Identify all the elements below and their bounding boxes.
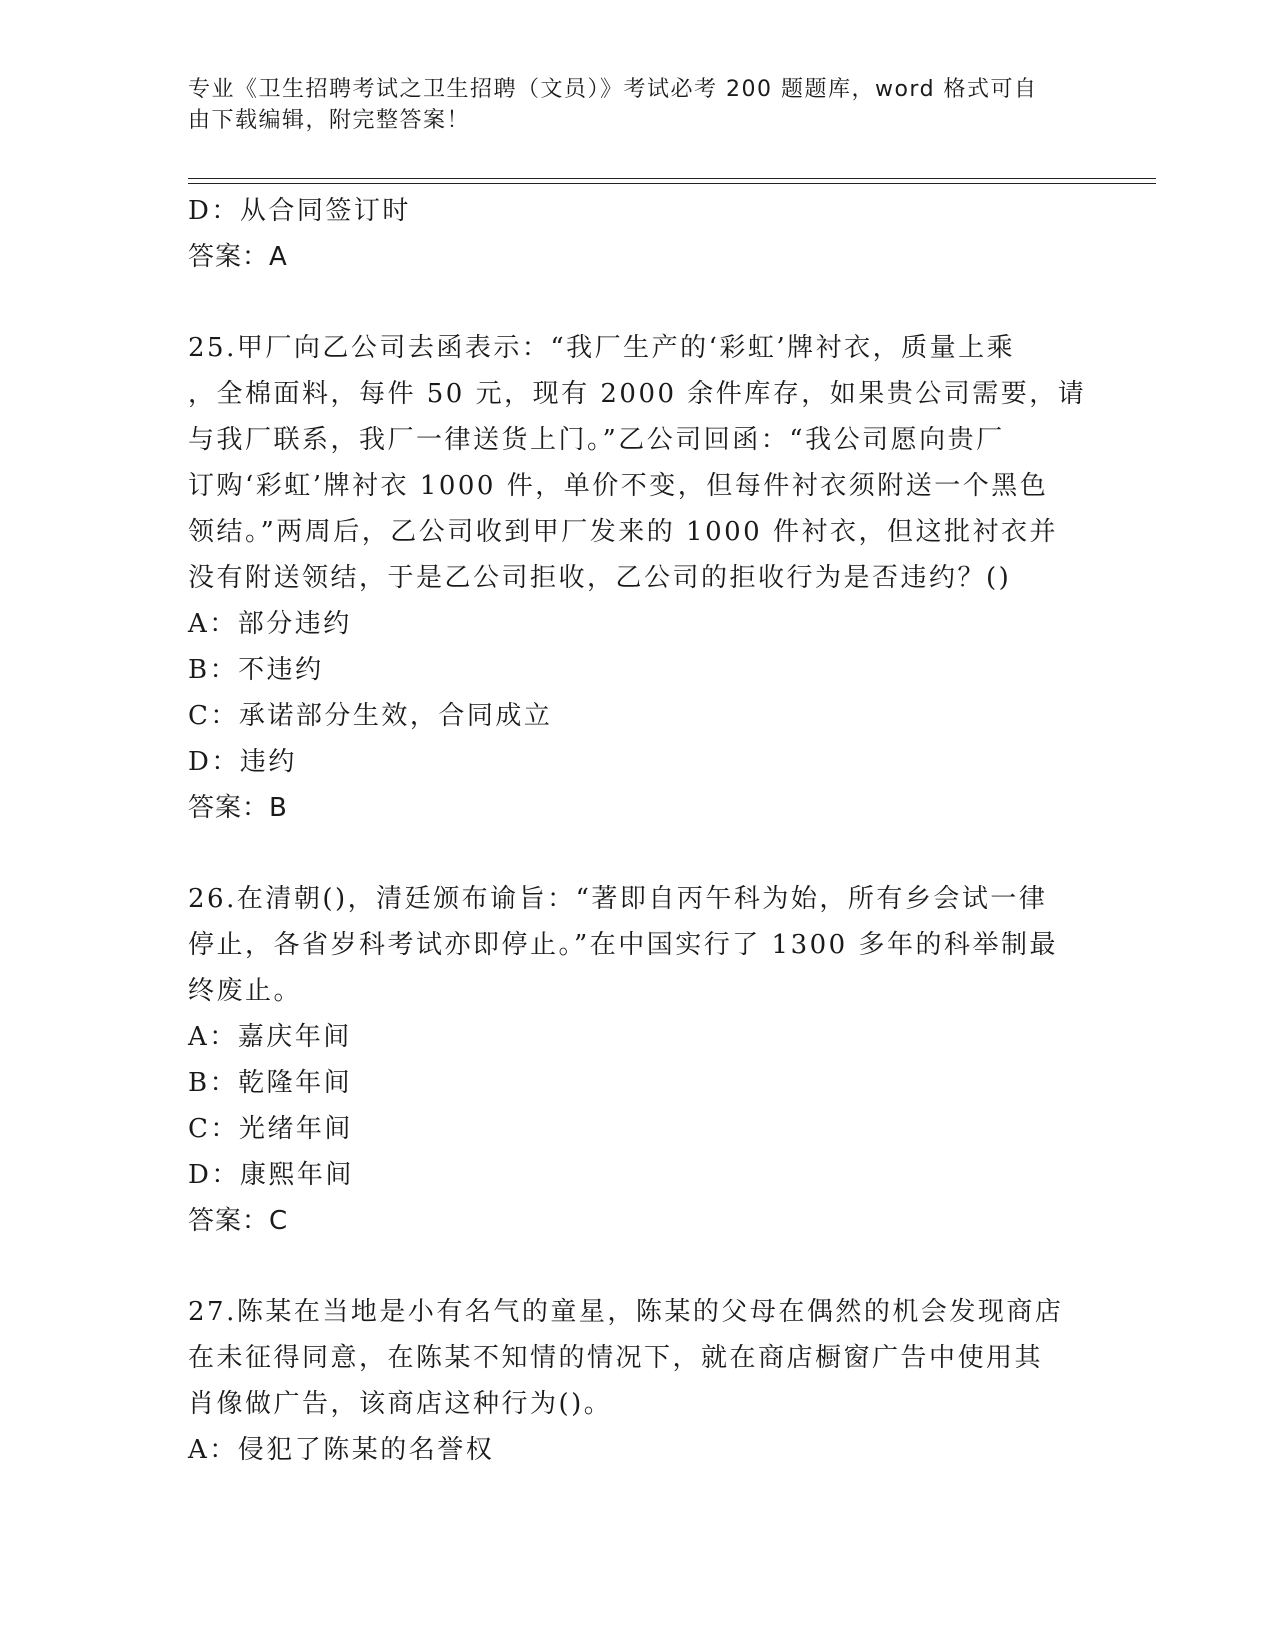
document-body xyxy=(188,188,1088,1473)
question-26 xyxy=(188,876,1088,1244)
option-b: B：乾隆年间 xyxy=(188,1068,353,1098)
question-text xyxy=(188,876,1083,1014)
question-line: 26.在清朝()，清廷颁布谕旨：“著即自丙午科为始，所有乡会试一律 xyxy=(188,884,1048,914)
answer: 答案：A xyxy=(188,242,288,272)
question-25 xyxy=(188,325,1088,831)
header-line-2: 由下载编辑，附完整答案！ xyxy=(188,108,471,133)
question-line: 停止，各省岁科考试亦即停止。”在中国实行了 1300 多年的科举制最 xyxy=(188,930,1058,960)
question-line: 没有附送领结，于是乙公司拒收，乙公司的拒收行为是否违约？() xyxy=(188,563,1012,593)
question-line: 与我厂联系，我厂一律送货上门。”乙公司回函：“我公司愿向贵厂 xyxy=(188,425,1005,455)
question-text xyxy=(188,1289,1083,1427)
header-line-1: 专业《卫生招聘考试之卫生招聘（文员）》考试必考 200 题题库，word 格式可自 xyxy=(188,77,1038,102)
question-line: ，全棉面料，每件 50 元，现有 2000 余件库存，如果贵公司需要，请 xyxy=(188,379,1087,409)
document-header xyxy=(188,74,1068,136)
question-text xyxy=(188,325,1087,601)
question-line: 订购‘彩虹’牌衬衣 1000 件，单价不变，但每件衬衣须附送一个黑色 xyxy=(188,471,1049,501)
question-27 xyxy=(188,1289,1088,1473)
option-d: D：从合同签订时 xyxy=(188,196,411,226)
question-line: 27.陈某在当地是小有名气的童星，陈某的父母在偶然的机会发现商店 xyxy=(188,1297,1064,1327)
answer: 答案：B xyxy=(188,793,288,823)
option-d: D：康熙年间 xyxy=(188,1160,354,1190)
option-c: C：光绪年间 xyxy=(188,1114,353,1144)
question-line: 在未征得同意，在陈某不知情的情况下，就在商店橱窗广告中使用其 xyxy=(188,1343,1044,1373)
header-rule-bottom xyxy=(188,183,1156,184)
previous-question-tail xyxy=(188,188,1088,280)
answer: 答案：C xyxy=(188,1206,289,1236)
option-a: A：部分违约 xyxy=(188,609,352,639)
question-line: 终废止。 xyxy=(188,976,303,1006)
option-a: A：嘉庆年间 xyxy=(188,1022,352,1052)
question-line: 25.甲厂向乙公司去函表示：“我厂生产的‘彩虹’牌衬衣，质量上乘 xyxy=(188,333,1016,363)
question-line: 肖像做广告，该商店这种行为()。 xyxy=(188,1389,613,1419)
option-d: D：违约 xyxy=(188,747,297,777)
header-rule-top xyxy=(188,178,1156,179)
option-c: C：承诺部分生效，合同成立 xyxy=(188,701,553,731)
option-a: A：侵犯了陈某的名誉权 xyxy=(188,1435,495,1465)
question-line: 领结。”两周后，乙公司收到甲厂发来的 1000 件衬衣，但这批衬衣并 xyxy=(188,517,1058,547)
option-b: B：不违约 xyxy=(188,655,324,685)
